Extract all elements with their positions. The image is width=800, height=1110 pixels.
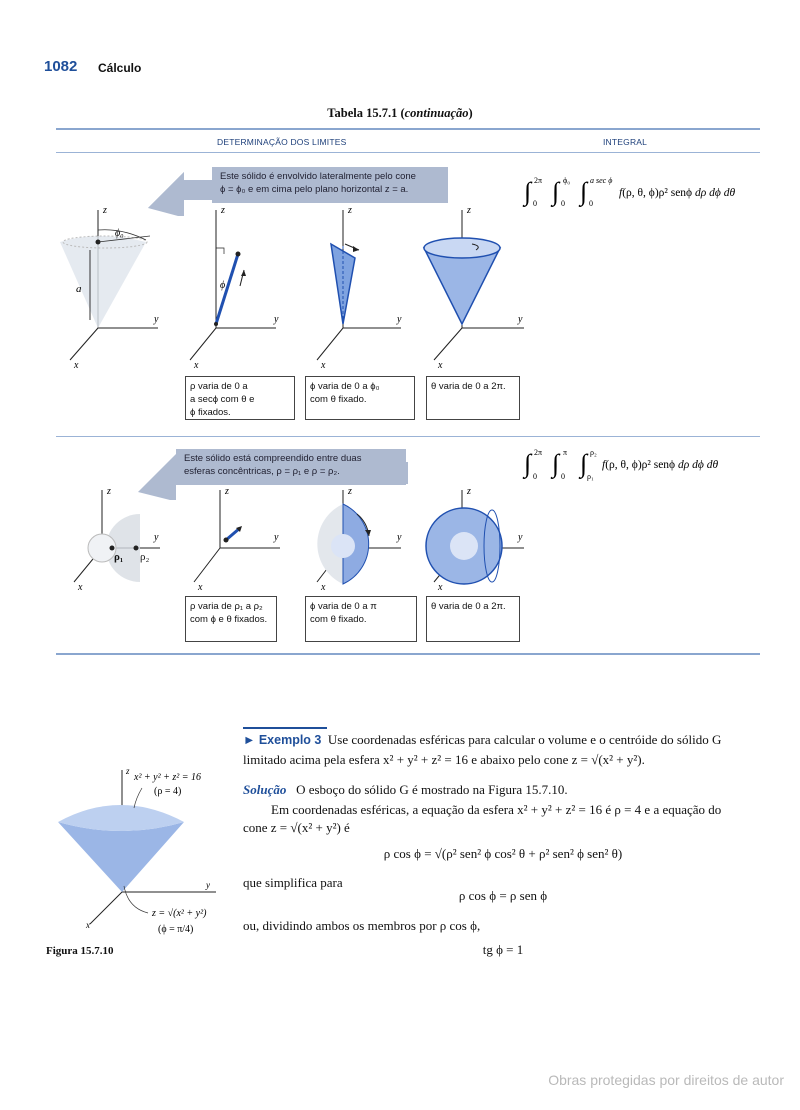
row1-box-theta-line1: θ varia de 0 a 2π. <box>431 381 506 392</box>
row1-figure-3 <box>305 200 415 370</box>
svg-text:0: 0 <box>533 472 537 481</box>
callout-row1 <box>212 167 448 203</box>
row1-box-phi-line1: ϕ varia de 0 a ϕ₀ <box>310 381 380 392</box>
row2-box-rho <box>185 596 277 642</box>
svg-text:∫: ∫ <box>552 449 560 478</box>
svg-text:0: 0 <box>589 199 593 208</box>
svg-text:x: x <box>438 582 443 593</box>
paragraph-1-line2: cone z = √(x² + y²) é <box>243 820 350 835</box>
svg-text:f(ρ, θ, ϕ)ρ² senϕ dρ dϕ dθ: f(ρ, θ, ϕ)ρ² senϕ dρ dϕ dθ <box>602 459 719 471</box>
svg-text:z: z <box>221 205 225 216</box>
svg-text:2π: 2π <box>534 448 543 457</box>
integral-row1 <box>524 178 774 212</box>
figure-15-7-10 <box>50 768 240 938</box>
watermark: Obras protegidas por direitos de autor <box>548 1072 784 1088</box>
svg-text:z: z <box>107 486 111 497</box>
svg-text:z: z <box>467 486 471 497</box>
example-rule <box>243 727 327 729</box>
svg-text:z: z <box>103 205 107 216</box>
solution-line <box>243 780 763 799</box>
header-bottom-rule <box>56 152 760 153</box>
row-divider <box>56 436 760 437</box>
row2-figure-4 <box>420 484 530 594</box>
example-line2: limitado acima pela esfera x² + y² + z² = 16 e abaixo pelo cone z = √(x² + y²). <box>243 752 645 767</box>
equation-3: tg ϕ = 1 <box>482 942 524 957</box>
svg-text:y: y <box>274 532 279 543</box>
svg-text:x: x <box>78 582 83 593</box>
divide-text: ou, dividindo ambos os membros por ρ cos ϕ, <box>243 918 481 933</box>
integral-row2-svg <box>524 448 774 482</box>
example-line1: Use coordenadas esféricas para calcular o volume e o centróide do sólido G <box>327 732 722 747</box>
svg-text:x: x <box>86 920 90 930</box>
row2-figure-3 <box>305 484 415 594</box>
row2-box-theta <box>426 596 520 642</box>
solution-text: O esboço do sólido G é mostrado na Figura 15.7.10. <box>296 782 568 797</box>
svg-text:y: y <box>518 314 523 325</box>
svg-text:a sec ϕ: a sec ϕ <box>590 176 613 185</box>
row1-box-phi <box>305 376 415 420</box>
row2-rho2: ρ₂ <box>140 551 150 563</box>
row2-box-theta-line1: θ varia de 0 a 2π. <box>431 601 506 612</box>
example-label: ► Exemplo 3 <box>243 733 322 747</box>
row1-box-rho-line2: a secϕ com θ e <box>190 394 255 405</box>
example-statement <box>243 730 763 769</box>
callout-row1-line1: Este sólido é envolvido lateralmente pelo cone <box>220 171 416 182</box>
row2-box-rho-line1: ρ varia de ρ₁ a ρ₂ <box>190 601 263 612</box>
svg-text:ρ₁: ρ₁ <box>587 472 594 481</box>
table-title-italic: continuação <box>404 106 469 120</box>
svg-text:ϕ: ϕ <box>220 280 226 291</box>
row2-rho1: ρ₁ <box>114 551 124 563</box>
svg-text:x: x <box>321 360 326 371</box>
svg-text:x: x <box>194 360 199 371</box>
equation-1: ρ cos ϕ = √(ρ² sen² ϕ cos² θ + ρ² sen² ϕ sen² θ) <box>383 846 623 861</box>
solution-label: Solução <box>243 782 287 797</box>
svg-text:y: y <box>397 314 402 325</box>
simplify-text: que simplifica para <box>243 875 343 890</box>
svg-text:y: y <box>518 532 523 543</box>
svg-text:ϕ₀: ϕ₀ <box>115 228 124 239</box>
row1-box-rho-line3: ϕ fixados. <box>190 407 231 418</box>
svg-text:x: x <box>321 582 326 593</box>
table-title-main: Tabela 15.7.1 ( <box>327 106 405 120</box>
figure-caption: Figura 15.7.10 <box>46 945 114 957</box>
row2-box-phi-line1: ϕ varia de 0 a π <box>310 601 377 612</box>
svg-text:f(ρ, θ, ϕ)ρ² senϕ dρ dϕ dθ: f(ρ, θ, ϕ)ρ² senϕ dρ dϕ dθ <box>619 187 736 199</box>
row1-box-rho <box>185 376 295 420</box>
svg-text:z: z <box>348 205 352 216</box>
row2-box-phi <box>305 596 417 642</box>
svg-text:0: 0 <box>533 199 537 208</box>
callout-row2-line1: Este sólido está compreendido entre duas <box>184 453 362 464</box>
row1-figure-4 <box>420 200 530 370</box>
integral-row1-svg <box>524 178 774 208</box>
svg-text:z: z <box>126 766 130 776</box>
svg-text:z: z <box>225 486 229 497</box>
svg-text:a: a <box>76 283 82 295</box>
row1-figure-2 <box>184 200 294 370</box>
svg-text:ϕ₀: ϕ₀ <box>563 176 570 185</box>
figure-cone-label: z = √(x² + y²) <box>152 908 207 919</box>
svg-text:0: 0 <box>561 472 565 481</box>
figure-cone-label2: (ϕ = π/4) <box>158 924 194 935</box>
equation-2: ρ cos ϕ = ρ sen ϕ <box>458 888 548 903</box>
svg-text:y: y <box>154 532 159 543</box>
svg-text:∫: ∫ <box>580 177 588 206</box>
svg-text:∫: ∫ <box>552 177 560 206</box>
page-number: 1082 <box>44 58 78 75</box>
svg-text:x: x <box>74 360 79 371</box>
figure-sphere-label2: (ρ = 4) <box>154 786 182 797</box>
row1-figure-1 <box>60 200 170 370</box>
row1-box-theta <box>426 376 520 420</box>
svg-text:ρ₂: ρ₂ <box>590 448 597 457</box>
svg-text:∫: ∫ <box>580 449 588 478</box>
svg-text:∫: ∫ <box>524 449 532 478</box>
table-title <box>0 106 800 121</box>
svg-text:y: y <box>206 880 210 890</box>
table-bottom-rule <box>56 653 760 655</box>
svg-text:x: x <box>198 582 203 593</box>
svg-text:y: y <box>274 314 279 325</box>
svg-text:z: z <box>467 205 471 216</box>
callout-row2 <box>176 449 406 485</box>
table-title-end: ) <box>468 106 473 120</box>
row1-box-phi-line2: com θ fixado. <box>310 394 367 405</box>
paragraph-1 <box>243 800 768 819</box>
svg-text:π: π <box>563 448 568 457</box>
row2-box-phi-line2: com θ fixado. <box>310 614 367 625</box>
column-header-integral: INTEGRAL <box>603 137 648 147</box>
svg-text:y: y <box>154 314 159 325</box>
svg-text:x: x <box>438 360 443 371</box>
row1-box-rho-line1: ρ varia de 0 a <box>190 381 248 392</box>
svg-text:2π: 2π <box>534 176 543 185</box>
row2-box-rho-line2: com ϕ e θ fixados. <box>190 614 268 625</box>
callout-row1-line2: ϕ = ϕ₀ e em cima pelo plano horizontal z = a. <box>220 184 409 195</box>
svg-text:0: 0 <box>561 199 565 208</box>
svg-text:∫: ∫ <box>524 177 532 206</box>
row2-figure-2 <box>184 484 294 594</box>
paragraph-1b <box>243 818 763 837</box>
callout-row2-line2: esferas concêntricas, ρ = ρ₁ e ρ = ρ₂. <box>184 466 340 477</box>
paragraph-1-line1: Em coordenadas esféricas, a equação da esfera x² + y² + z² = 16 é ρ = 4 e a equação do <box>271 802 722 817</box>
column-header-limits: DETERMINAÇÃO DOS LIMITES <box>217 137 347 147</box>
svg-text:z: z <box>348 486 352 497</box>
table-top-rule <box>56 128 760 130</box>
svg-text:y: y <box>397 532 402 543</box>
figure-sphere-label: x² + y² + z² = 16 <box>134 772 202 783</box>
row2-figure-1 <box>60 484 180 594</box>
chapter-title: Cálculo <box>98 61 142 75</box>
integral-row2 <box>524 448 774 486</box>
